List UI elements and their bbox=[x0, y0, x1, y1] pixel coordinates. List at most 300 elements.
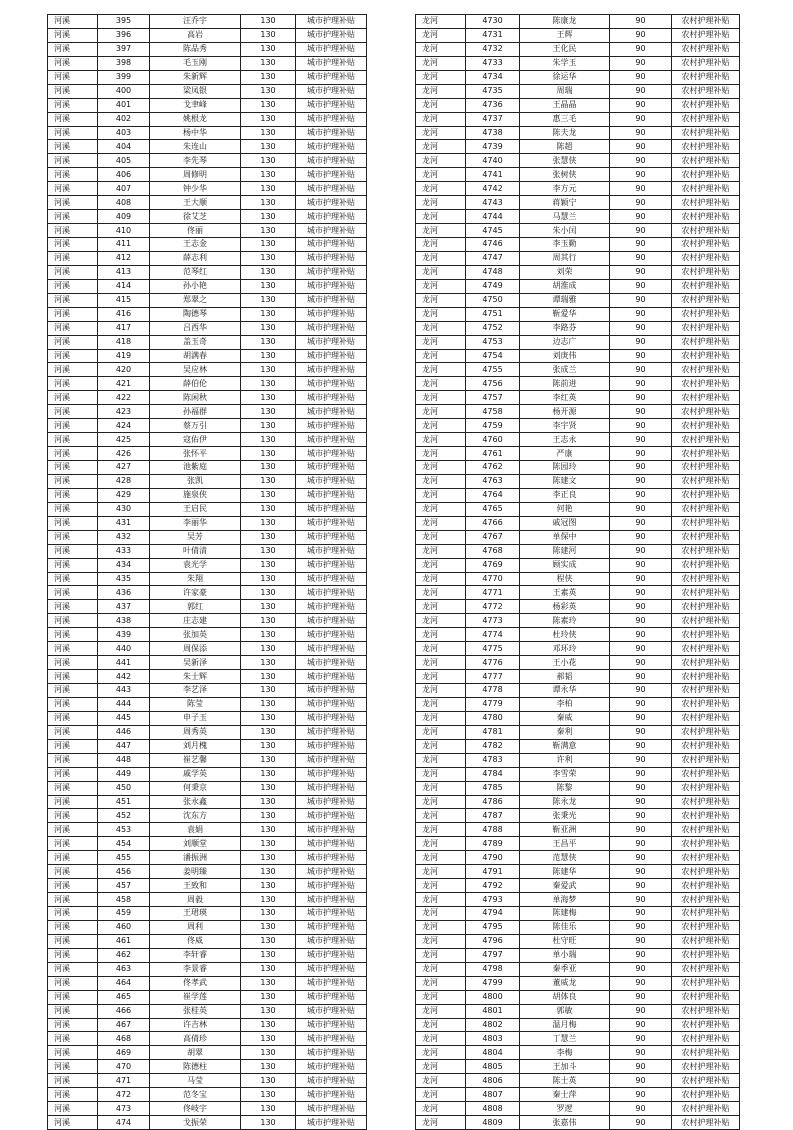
region-cell: 龙河 bbox=[416, 210, 466, 224]
type-cell: 农村护理补贴 bbox=[672, 544, 740, 558]
region-cell: 龙河 bbox=[416, 502, 466, 516]
table-row bbox=[48, 572, 367, 586]
serial-cell: 462 bbox=[98, 948, 150, 962]
name-cell: 何秉京 bbox=[150, 781, 241, 795]
serial-cell: 415 bbox=[98, 293, 150, 307]
amount-cell: 90 bbox=[610, 600, 672, 614]
amount-cell: 90 bbox=[610, 56, 672, 70]
serial-cell: 4794 bbox=[466, 907, 520, 921]
amount-cell: 90 bbox=[610, 920, 672, 934]
amount-cell: 130 bbox=[241, 349, 296, 363]
name-cell: 杜玲侠 bbox=[520, 628, 610, 642]
region-cell: 河溪 bbox=[48, 990, 98, 1004]
serial-cell: 463 bbox=[98, 962, 150, 976]
type-cell: 农村护理补贴 bbox=[672, 851, 740, 865]
amount-cell: 90 bbox=[610, 474, 672, 488]
serial-cell: 445 bbox=[98, 711, 150, 725]
region-cell: 河溪 bbox=[48, 335, 98, 349]
serial-cell: 4780 bbox=[466, 711, 520, 725]
region-cell: 河溪 bbox=[48, 865, 98, 879]
name-cell: 秦爱武 bbox=[520, 879, 610, 893]
name-cell: 汪乔宇 bbox=[150, 15, 241, 29]
amount-cell: 130 bbox=[241, 990, 296, 1004]
type-cell: 城市护理补贴 bbox=[296, 879, 367, 893]
amount-cell: 130 bbox=[241, 1102, 296, 1116]
name-cell: 王致和 bbox=[150, 879, 241, 893]
serial-cell: 4781 bbox=[466, 725, 520, 739]
serial-cell: 4731 bbox=[466, 28, 520, 42]
serial-cell: 4767 bbox=[466, 530, 520, 544]
type-cell: 城市护理补贴 bbox=[296, 1046, 367, 1060]
type-cell: 城市护理补贴 bbox=[296, 98, 367, 112]
type-cell: 农村护理补贴 bbox=[672, 474, 740, 488]
region-cell: 河溪 bbox=[48, 516, 98, 530]
serial-cell: 4800 bbox=[466, 990, 520, 1004]
serial-cell: 4785 bbox=[466, 781, 520, 795]
table-row bbox=[416, 1088, 740, 1102]
amount-cell: 130 bbox=[241, 976, 296, 990]
region-cell: 龙河 bbox=[416, 488, 466, 502]
table-row bbox=[416, 1060, 740, 1074]
name-cell: 李红英 bbox=[520, 391, 610, 405]
amount-cell: 130 bbox=[241, 865, 296, 879]
region-cell: 龙河 bbox=[416, 920, 466, 934]
name-cell: 边志广 bbox=[520, 335, 610, 349]
serial-cell: 4797 bbox=[466, 948, 520, 962]
serial-cell: 449 bbox=[98, 767, 150, 781]
name-cell: 陈建华 bbox=[520, 865, 610, 879]
table-row bbox=[416, 656, 740, 670]
serial-cell: 4758 bbox=[466, 405, 520, 419]
name-cell: 秦季亚 bbox=[520, 962, 610, 976]
type-cell: 农村护理补贴 bbox=[672, 934, 740, 948]
name-cell: 毛玉刚 bbox=[150, 56, 241, 70]
table-row bbox=[416, 990, 740, 1004]
table-row bbox=[48, 920, 367, 934]
amount-cell: 130 bbox=[241, 251, 296, 265]
type-cell: 农村护理补贴 bbox=[672, 600, 740, 614]
region-cell: 河溪 bbox=[48, 293, 98, 307]
type-cell: 农村护理补贴 bbox=[672, 126, 740, 140]
serial-cell: 474 bbox=[98, 1116, 150, 1130]
amount-cell: 90 bbox=[610, 893, 672, 907]
type-cell: 城市护理补贴 bbox=[296, 265, 367, 279]
table-row bbox=[48, 70, 367, 84]
name-cell: 张慧侠 bbox=[520, 154, 610, 168]
serial-cell: 405 bbox=[98, 154, 150, 168]
serial-cell: 4782 bbox=[466, 739, 520, 753]
name-cell: 张成兰 bbox=[520, 363, 610, 377]
name-cell: 施泉侠 bbox=[150, 488, 241, 502]
amount-cell: 90 bbox=[610, 767, 672, 781]
name-cell: 高岩 bbox=[150, 28, 241, 42]
table-row bbox=[48, 307, 367, 321]
region-cell: 河溪 bbox=[48, 586, 98, 600]
region-cell: 龙河 bbox=[416, 907, 466, 921]
type-cell: 农村护理补贴 bbox=[672, 809, 740, 823]
name-cell: 罗逻 bbox=[520, 1102, 610, 1116]
table-row bbox=[48, 823, 367, 837]
type-cell: 城市护理补贴 bbox=[296, 572, 367, 586]
amount-cell: 130 bbox=[241, 725, 296, 739]
serial-cell: 460 bbox=[98, 920, 150, 934]
type-cell: 农村护理补贴 bbox=[672, 767, 740, 781]
region-cell: 河溪 bbox=[48, 488, 98, 502]
type-cell: 城市护理补贴 bbox=[296, 753, 367, 767]
name-cell: 周保添 bbox=[150, 642, 241, 656]
table-row bbox=[48, 279, 367, 293]
type-cell: 农村护理补贴 bbox=[672, 419, 740, 433]
table-row bbox=[416, 767, 740, 781]
serial-cell: 459 bbox=[98, 907, 150, 921]
serial-cell: 4757 bbox=[466, 391, 520, 405]
amount-cell: 130 bbox=[241, 265, 296, 279]
name-cell: 薛伯伦 bbox=[150, 377, 241, 391]
serial-cell: 4808 bbox=[466, 1102, 520, 1116]
amount-cell: 130 bbox=[241, 767, 296, 781]
table-row bbox=[416, 670, 740, 684]
serial-cell: 436 bbox=[98, 586, 150, 600]
amount-cell: 90 bbox=[610, 363, 672, 377]
type-cell: 农村护理补贴 bbox=[672, 725, 740, 739]
region-cell: 龙河 bbox=[416, 642, 466, 656]
region-cell: 龙河 bbox=[416, 962, 466, 976]
amount-cell: 130 bbox=[241, 126, 296, 140]
region-cell: 河溪 bbox=[48, 767, 98, 781]
table-row bbox=[416, 544, 740, 558]
serial-cell: 4738 bbox=[466, 126, 520, 140]
amount-cell: 90 bbox=[610, 1046, 672, 1060]
type-cell: 城市护理补贴 bbox=[296, 1032, 367, 1046]
amount-cell: 130 bbox=[241, 28, 296, 42]
table-row bbox=[48, 1116, 367, 1130]
type-cell: 农村护理补贴 bbox=[672, 837, 740, 851]
serial-cell: 4770 bbox=[466, 572, 520, 586]
type-cell: 农村护理补贴 bbox=[672, 28, 740, 42]
name-cell: 陈品秀 bbox=[150, 42, 241, 56]
table-row bbox=[48, 837, 367, 851]
type-cell: 农村护理补贴 bbox=[672, 293, 740, 307]
name-cell: 吴新泽 bbox=[150, 656, 241, 670]
serial-cell: 4748 bbox=[466, 265, 520, 279]
amount-cell: 90 bbox=[610, 1102, 672, 1116]
table-row bbox=[416, 1074, 740, 1088]
serial-cell: 4764 bbox=[466, 488, 520, 502]
serial-cell: 4756 bbox=[466, 377, 520, 391]
type-cell: 农村护理补贴 bbox=[672, 182, 740, 196]
type-cell: 农村护理补贴 bbox=[672, 488, 740, 502]
amount-cell: 90 bbox=[610, 321, 672, 335]
table-row bbox=[48, 474, 367, 488]
amount-cell: 130 bbox=[241, 893, 296, 907]
type-cell: 农村护理补贴 bbox=[672, 530, 740, 544]
amount-cell: 130 bbox=[241, 962, 296, 976]
left-subsidy-table bbox=[47, 14, 367, 1130]
table-row bbox=[416, 851, 740, 865]
name-cell: 沈东方 bbox=[150, 809, 241, 823]
amount-cell: 90 bbox=[610, 1060, 672, 1074]
table-row bbox=[416, 795, 740, 809]
amount-cell: 90 bbox=[610, 642, 672, 656]
region-cell: 河溪 bbox=[48, 419, 98, 433]
serial-cell: 4750 bbox=[466, 293, 520, 307]
amount-cell: 90 bbox=[610, 865, 672, 879]
serial-cell: 414 bbox=[98, 279, 150, 293]
amount-cell: 90 bbox=[610, 335, 672, 349]
serial-cell: 4774 bbox=[466, 628, 520, 642]
table-row bbox=[416, 684, 740, 698]
amount-cell: 130 bbox=[241, 210, 296, 224]
serial-cell: 410 bbox=[98, 224, 150, 238]
name-cell: 佟威 bbox=[150, 934, 241, 948]
name-cell: 申子玉 bbox=[150, 711, 241, 725]
region-cell: 河溪 bbox=[48, 934, 98, 948]
serial-cell: 423 bbox=[98, 405, 150, 419]
region-cell: 河溪 bbox=[48, 405, 98, 419]
type-cell: 农村护理补贴 bbox=[672, 349, 740, 363]
serial-cell: 4762 bbox=[466, 461, 520, 475]
name-cell: 丁慧兰 bbox=[520, 1032, 610, 1046]
amount-cell: 130 bbox=[241, 293, 296, 307]
type-cell: 城市护理补贴 bbox=[296, 433, 367, 447]
type-cell: 农村护理补贴 bbox=[672, 112, 740, 126]
name-cell: 秦威 bbox=[520, 711, 610, 725]
serial-cell: 395 bbox=[98, 15, 150, 29]
type-cell: 农村护理补贴 bbox=[672, 628, 740, 642]
name-cell: 袁娟 bbox=[150, 823, 241, 837]
amount-cell: 130 bbox=[241, 544, 296, 558]
type-cell: 农村护理补贴 bbox=[672, 962, 740, 976]
amount-cell: 130 bbox=[241, 614, 296, 628]
name-cell: 李轩睿 bbox=[150, 948, 241, 962]
type-cell: 城市护理补贴 bbox=[296, 809, 367, 823]
table-row bbox=[48, 1060, 367, 1074]
serial-cell: 4746 bbox=[466, 238, 520, 252]
table-row bbox=[48, 15, 367, 29]
left-table-body bbox=[48, 15, 367, 1130]
type-cell: 农村护理补贴 bbox=[672, 307, 740, 321]
name-cell: 李梅 bbox=[520, 1046, 610, 1060]
serial-cell: 454 bbox=[98, 837, 150, 851]
type-cell: 城市护理补贴 bbox=[296, 920, 367, 934]
table-row bbox=[48, 502, 367, 516]
serial-cell: 419 bbox=[98, 349, 150, 363]
table-row bbox=[48, 461, 367, 475]
amount-cell: 130 bbox=[241, 1032, 296, 1046]
table-row bbox=[416, 697, 740, 711]
amount-cell: 90 bbox=[610, 544, 672, 558]
name-cell: 李宇贤 bbox=[520, 419, 610, 433]
type-cell: 城市护理补贴 bbox=[296, 502, 367, 516]
amount-cell: 90 bbox=[610, 168, 672, 182]
table-row bbox=[48, 586, 367, 600]
region-cell: 龙河 bbox=[416, 196, 466, 210]
amount-cell: 130 bbox=[241, 516, 296, 530]
serial-cell: 4744 bbox=[466, 210, 520, 224]
table-row bbox=[416, 419, 740, 433]
serial-cell: 411 bbox=[98, 238, 150, 252]
amount-cell: 90 bbox=[610, 154, 672, 168]
type-cell: 农村护理补贴 bbox=[672, 210, 740, 224]
type-cell: 农村护理补贴 bbox=[672, 321, 740, 335]
table-row bbox=[416, 224, 740, 238]
amount-cell: 90 bbox=[610, 447, 672, 461]
amount-cell: 90 bbox=[610, 851, 672, 865]
region-cell: 龙河 bbox=[416, 1102, 466, 1116]
region-cell: 龙河 bbox=[416, 1088, 466, 1102]
type-cell: 城市护理补贴 bbox=[296, 377, 367, 391]
name-cell: 叶倩清 bbox=[150, 544, 241, 558]
name-cell: 周修明 bbox=[150, 168, 241, 182]
region-cell: 河溪 bbox=[48, 321, 98, 335]
name-cell: 陈德柱 bbox=[150, 1060, 241, 1074]
serial-cell: 440 bbox=[98, 642, 150, 656]
amount-cell: 130 bbox=[241, 70, 296, 84]
amount-cell: 90 bbox=[610, 419, 672, 433]
table-row bbox=[48, 42, 367, 56]
table-row bbox=[416, 140, 740, 154]
amount-cell: 130 bbox=[241, 753, 296, 767]
serial-cell: 412 bbox=[98, 251, 150, 265]
name-cell: 陈前进 bbox=[520, 377, 610, 391]
table-row bbox=[48, 349, 367, 363]
serial-cell: 451 bbox=[98, 795, 150, 809]
name-cell: 陈夫龙 bbox=[520, 126, 610, 140]
region-cell: 龙河 bbox=[416, 447, 466, 461]
table-row bbox=[48, 210, 367, 224]
region-cell: 河溪 bbox=[48, 656, 98, 670]
table-row bbox=[416, 920, 740, 934]
type-cell: 农村护理补贴 bbox=[672, 84, 740, 98]
amount-cell: 130 bbox=[241, 781, 296, 795]
name-cell: 佟孝武 bbox=[150, 976, 241, 990]
amount-cell: 130 bbox=[241, 84, 296, 98]
table-row bbox=[416, 1046, 740, 1060]
amount-cell: 130 bbox=[241, 586, 296, 600]
name-cell: 寇佑伊 bbox=[150, 433, 241, 447]
serial-cell: 4773 bbox=[466, 614, 520, 628]
type-cell: 城市护理补贴 bbox=[296, 210, 367, 224]
amount-cell: 90 bbox=[610, 293, 672, 307]
table-row bbox=[416, 739, 740, 753]
region-cell: 河溪 bbox=[48, 391, 98, 405]
region-cell: 河溪 bbox=[48, 809, 98, 823]
name-cell: 胡淮成 bbox=[520, 279, 610, 293]
amount-cell: 90 bbox=[610, 558, 672, 572]
type-cell: 农村护理补贴 bbox=[672, 586, 740, 600]
serial-cell: 453 bbox=[98, 823, 150, 837]
table-row bbox=[48, 447, 367, 461]
type-cell: 城市护理补贴 bbox=[296, 293, 367, 307]
name-cell: 范慧侠 bbox=[520, 851, 610, 865]
serial-cell: 469 bbox=[98, 1046, 150, 1060]
table-row bbox=[48, 154, 367, 168]
region-cell: 龙河 bbox=[416, 1074, 466, 1088]
region-cell: 河溪 bbox=[48, 182, 98, 196]
table-row bbox=[48, 530, 367, 544]
table-row bbox=[416, 238, 740, 252]
region-cell: 河溪 bbox=[48, 614, 98, 628]
type-cell: 农村护理补贴 bbox=[672, 265, 740, 279]
serial-cell: 4801 bbox=[466, 1004, 520, 1018]
type-cell: 城市护理补贴 bbox=[296, 781, 367, 795]
type-cell: 城市护理补贴 bbox=[296, 42, 367, 56]
table-row bbox=[416, 182, 740, 196]
amount-cell: 130 bbox=[241, 795, 296, 809]
type-cell: 农村护理补贴 bbox=[672, 684, 740, 698]
amount-cell: 130 bbox=[241, 15, 296, 29]
amount-cell: 130 bbox=[241, 405, 296, 419]
serial-cell: 4783 bbox=[466, 753, 520, 767]
type-cell: 城市护理补贴 bbox=[296, 419, 367, 433]
name-cell: 许吉林 bbox=[150, 1018, 241, 1032]
region-cell: 河溪 bbox=[48, 851, 98, 865]
name-cell: 张永鑫 bbox=[150, 795, 241, 809]
region-cell: 河溪 bbox=[48, 502, 98, 516]
region-cell: 河溪 bbox=[48, 377, 98, 391]
amount-cell: 130 bbox=[241, 488, 296, 502]
table-row bbox=[48, 739, 367, 753]
region-cell: 河溪 bbox=[48, 168, 98, 182]
name-cell: 胡满春 bbox=[150, 349, 241, 363]
amount-cell: 130 bbox=[241, 628, 296, 642]
name-cell: 戚学英 bbox=[150, 767, 241, 781]
amount-cell: 90 bbox=[610, 684, 672, 698]
name-cell: 许利 bbox=[520, 753, 610, 767]
name-cell: 周其行 bbox=[520, 251, 610, 265]
name-cell: 范冬宝 bbox=[150, 1088, 241, 1102]
name-cell: 严康 bbox=[520, 447, 610, 461]
name-cell: 周毅 bbox=[150, 893, 241, 907]
name-cell: 崔学莲 bbox=[150, 990, 241, 1004]
name-cell: 谭永华 bbox=[520, 684, 610, 698]
serial-cell: 4775 bbox=[466, 642, 520, 656]
type-cell: 城市护理补贴 bbox=[296, 614, 367, 628]
region-cell: 龙河 bbox=[416, 28, 466, 42]
name-cell: 潘振洲 bbox=[150, 851, 241, 865]
table-row bbox=[48, 1102, 367, 1116]
type-cell: 城市护理补贴 bbox=[296, 28, 367, 42]
table-row bbox=[48, 753, 367, 767]
serial-cell: 466 bbox=[98, 1004, 150, 1018]
name-cell: 王志金 bbox=[150, 238, 241, 252]
type-cell: 农村护理补贴 bbox=[672, 948, 740, 962]
type-cell: 城市护理补贴 bbox=[296, 154, 367, 168]
table-row bbox=[416, 642, 740, 656]
region-cell: 河溪 bbox=[48, 474, 98, 488]
name-cell: 朱士辉 bbox=[150, 670, 241, 684]
type-cell: 农村护理补贴 bbox=[672, 558, 740, 572]
region-cell: 龙河 bbox=[416, 837, 466, 851]
name-cell: 郭红 bbox=[150, 600, 241, 614]
region-cell: 河溪 bbox=[48, 140, 98, 154]
table-row bbox=[48, 962, 367, 976]
serial-cell: 4751 bbox=[466, 307, 520, 321]
region-cell: 龙河 bbox=[416, 572, 466, 586]
serial-cell: 4754 bbox=[466, 349, 520, 363]
amount-cell: 90 bbox=[610, 196, 672, 210]
table-row bbox=[48, 84, 367, 98]
region-cell: 河溪 bbox=[48, 279, 98, 293]
type-cell: 农村护理补贴 bbox=[672, 1004, 740, 1018]
table-row bbox=[416, 530, 740, 544]
table-row bbox=[48, 976, 367, 990]
table-row bbox=[416, 377, 740, 391]
region-cell: 河溪 bbox=[48, 307, 98, 321]
table-row bbox=[416, 461, 740, 475]
table-row bbox=[416, 1018, 740, 1032]
table-row bbox=[416, 363, 740, 377]
